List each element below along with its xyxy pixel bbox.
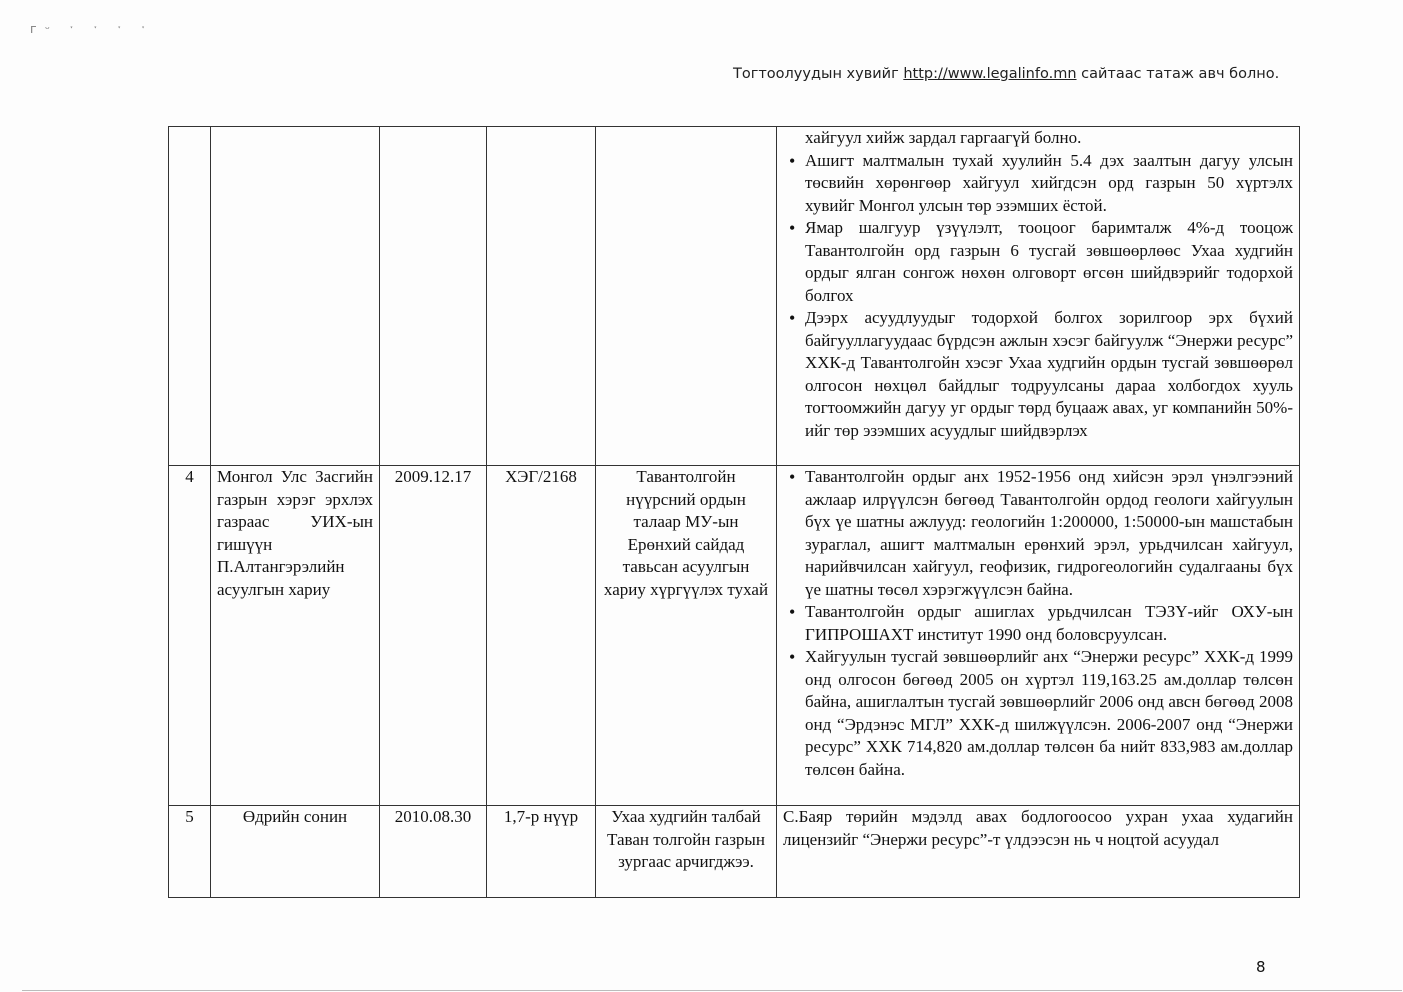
row-summary <box>777 806 1300 898</box>
bullet-item: • Тавантолгойн ордыг анх 1952-1956 онд хийсэн эрэл үнэлгээний ажлаар илрүүлсэн бөгөөд Тавантолгойн ордод геологи хайгуулын бүх үе шатны ажлууд: геологийн 1:200000, 1:50000-ын машстабын зураглал, ашигт малтмалын ерөнхий эрэл, урьдчилсан хайгуул, нарийвчилсан хайгуул, геофизик, гидрогеологийн судалгааны бүх үе шатны төсөл хэрэгжүүлсэн байна. <box>783 466 1293 601</box>
table-row <box>169 127 1300 466</box>
row-title: Ухаа худгийн талбай Таван толгойн газрын зургаас арчигджээ. <box>596 806 777 898</box>
row-reference: ХЭГ/2168 <box>487 466 596 806</box>
summary-text: С.Баяр төрийн мэдэлд авах бодлогоосоо ухран ухаа худагийн лицензийг “Энержи ресурс”-т үлдээсэн нь ч ноцтой асуудал <box>783 807 1293 849</box>
legalinfo-link[interactable]: http://www.legalinfo.mn <box>903 66 1077 82</box>
table-row <box>169 806 1300 898</box>
bullet-item: • Ямар шалгуур үзүүлэлт, тооцоог баримталж 4%-д тооцож Тавантолгойн орд газрын 6 тусгай зөвшөөрлөөс Ухаа худгийн ордыг ялган сонгож нөхөн олговорт өгсөн шийдвэрийг тодорхой болгох <box>783 217 1293 307</box>
row-date <box>380 127 487 466</box>
row-number: 5 <box>169 806 211 898</box>
row-source: Өдрийн сонин <box>211 806 380 898</box>
summary-bullets <box>783 150 1293 443</box>
summary-continuation: хайгуул хийж зардал гаргаагүй болно. <box>805 128 1082 147</box>
bullet-item: • Хайгуулын тусгай зөвшөөрлийг анх “Энержи ресурс” ХХК-д 1999 онд олгосон бөгөөд 2005 он хүртэл 119,163.25 ам.доллар төлсөн байна, ашиглалтын тусгай зөвшөөрлийг 2006 онд авсн бөгөөд 2008 онд “Эрдэнэс МГЛ” ХХК-д шилжүүлсэн. 2006-2007 онд “Энержи ресурс” ХХК 714,820 ам.доллар төлсөн ба нийт 833,983 ам.доллар төлсөн байна. <box>783 646 1293 781</box>
bullet-item: • Ашигт малтмалын тухай хуулийн 5.4 дэх заалтын дагуу улсын төсвийн хөрөнгөөр хайгуул хийгдсэн орд газрын 50 хүртэлх хувийг Монгол улсын төр эзэмших ёстой. <box>783 150 1293 218</box>
bullet-item: • Дээрх асуудлуудыг тодорхой болгох зорилгоор эрх бүхий байгууллагуудаас бүрдсэн ажлын хэсэг байгуулж “Энержи ресурс” ХХК-д Тавантолгойн хэсэг Ухаа худгийн ордын тусгай зөвшөөрөл олгосон нөхцөл байдлыг тодруулсаны дараа холбогдох хууль тогтоомжийн дагуу уг ордыг төрд буцааж авах, уг компанийн 50%-ийг төр эзэмших асуудлыг шийдвэрлэх <box>783 307 1293 442</box>
row-summary <box>777 466 1300 806</box>
header-note-text: Тогтоолуудын хувийг <box>733 66 899 82</box>
bullet-item: • Тавантолгойн ордыг ашиглах урьдчилсан ТЭЗҮ-ийг ОХУ-ын ГИПРОШАХТ институт 1990 онд боловсруулсан. <box>783 601 1293 646</box>
scan-edge <box>22 990 1402 991</box>
row-title <box>596 127 777 466</box>
scan-specks: ᴦᵕ ˑ ˑ ˑ ˑ <box>30 22 154 36</box>
row-title: Тавантолгойн нүүрсний ордын талаар МУ-ын Ерөнхий сайдад тавьсан асуулгын хариу хүргүүлэх тухай <box>596 466 777 806</box>
header-note <box>733 66 1280 82</box>
row-summary <box>777 127 1300 466</box>
row-number: 4 <box>169 466 211 806</box>
row-reference: 1,7-р нүүр <box>487 806 596 898</box>
row-number <box>169 127 211 466</box>
documents-table <box>168 126 1300 898</box>
header-note-suffix: сайтаас татаж авч болно. <box>1081 66 1280 82</box>
row-date: 2009.12.17 <box>380 466 487 806</box>
row-reference <box>487 127 596 466</box>
row-source <box>211 127 380 466</box>
page-number: 8 <box>1256 958 1266 976</box>
table-row <box>169 466 1300 806</box>
row-date: 2010.08.30 <box>380 806 487 898</box>
row-source: Монгол Улс Засгийн газрын хэрэг эрхлэх газраас УИХ-ын гишүүн П.Алтангэрэлийн асуулгын хариу <box>211 466 380 806</box>
summary-bullets <box>783 466 1293 781</box>
